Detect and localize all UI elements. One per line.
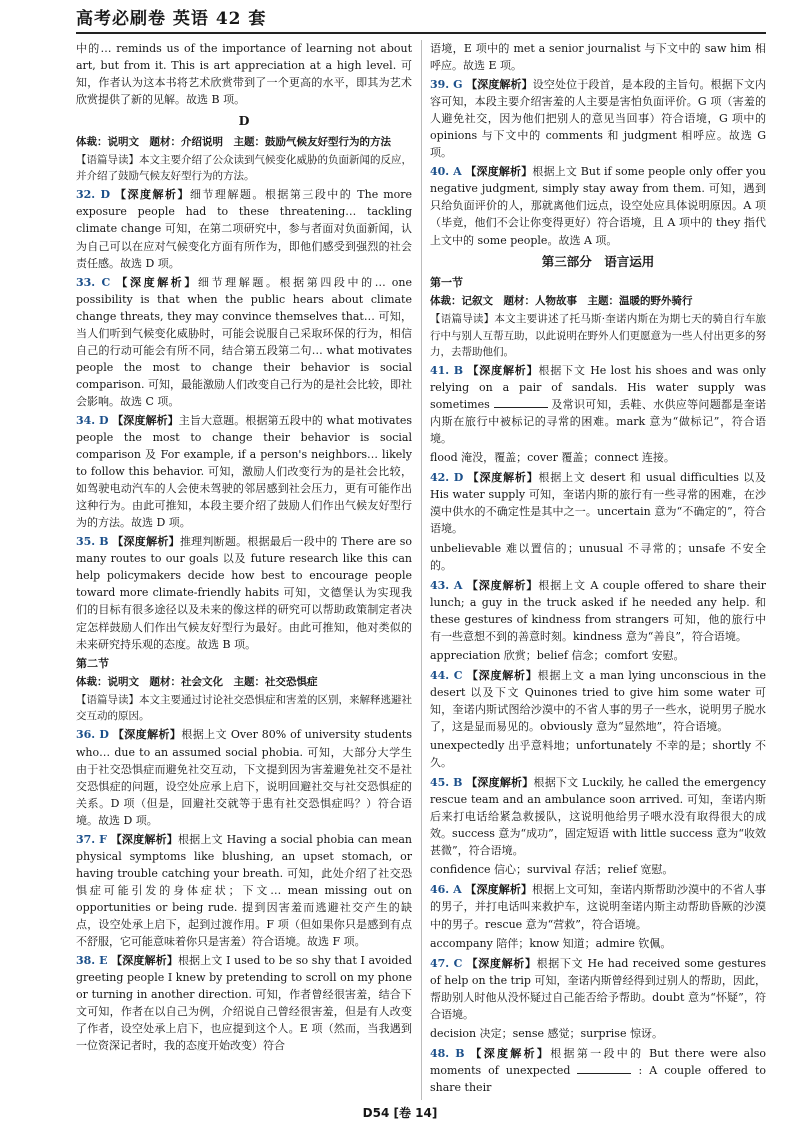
answer-item (430, 577, 766, 645)
explanation-text: 根据上文 Over 80% of university students who… due to an assumed social phobia. 可知，大部分大学生由于社交恐惧症而避免社交互动，下文提到因为害羞避免社交不是社交恐惧症的问题，设空处应承上启下，说明回避社交与社交恐惧症的关系。D 项（但是，回避社交就等于患有社交恐惧症吗？）符合语境。故选 D 项。 (76, 728, 412, 827)
option-glossary: accompany 陪伴；know 知道；admire 钦佩。 (430, 936, 672, 950)
explanation-text: 根据上文 I used to be so shy that I avoided greeting people I knew by pretending to scroll on my phone or turning in another direction. 可知，作者曾经很害羞，结合下文可知，作者在以自己为例，介绍说自己曾经很害羞，但是有人改变了作者，设空处承上启下，也应提到这个人。E 项（然而，当我遇到一位资深记者时，我的态度开始改变）符合 (76, 954, 412, 1053)
passage-meta: 体裁：说明文 题材：社会文化 主题：社交恐惧症 (76, 675, 318, 688)
analysis-tag: 【深度解析】 (116, 275, 198, 289)
passage-guide: 【语篇导读】本文主要通过讨论社交恐惧症和害羞的区别，来解释逃避社交互动的原因。 (76, 693, 412, 723)
analysis-tag: 【深度解析】 (112, 413, 179, 427)
option-glossary: confidence 信心；survival 存活；relief 宽慰。 (430, 863, 674, 877)
answer-item (76, 186, 412, 271)
question-number: 39. G (430, 78, 463, 92)
explanation-text: 根据上文 Having a social phobia can mean physical symptoms like blushing, an upset stomach, or having trouble catching your breath. 可知，此处介绍了社交恐惧症可能引发的身体症状；下文… mean missing out on opportunities or being rude. 提到因害羞而逃避社交产生的缺点，设空处承上启下，起到过渡作用。F 项（但如果你只是感到有点不舒服，它可能意味着你只是害羞）符合语境。故选 F 项。 (76, 832, 412, 949)
answer-item (430, 955, 766, 1023)
analysis-tag: 【深度解析】 (466, 578, 539, 592)
analysis-tag: 【深度解析】 (465, 165, 533, 179)
answer-item (430, 362, 766, 447)
part-title: 第三部分 语言运用 (541, 253, 655, 269)
question-number: 34. D (76, 413, 109, 427)
option-glossary: appreciation 欣赏；belief 信念；comfort 安慰。 (430, 648, 685, 662)
continued-paragraph: 中的… reminds us of the importance of learning not about art, but from it. This is art appreciation at a high level. 可知，作者认为这本书将艺术欣赏带到了一个更高的水平，即其为艺术欣赏提供了新的见解。故选 B 项。 (76, 42, 412, 107)
explanation-text: : A couple offered to share their (430, 1063, 766, 1094)
answer-item (76, 726, 412, 828)
explanation-text: 根据下文 He lost his shoes and was only relying on a pair of sandals. His water supply was sometimes (430, 364, 766, 412)
answer-item (430, 881, 766, 932)
explanation-text: 根据上文 A couple offered to share their lunch; a guy in the truck asked if he needed any help. 和 these gestures of kindness from strangers 可知，他的旅行中有一些意想不到的善意时刻。kindness 意为“善良”，符合语境。 (430, 578, 766, 643)
section-letter: D (238, 113, 250, 129)
option-glossary: decision 决定；sense 感觉；surprise 惊讶。 (430, 1026, 663, 1040)
continued-paragraph: 语境，E 项中的 met a senior journalist 与下文中的 saw him 相呼应。故选 E 项。 (430, 42, 766, 73)
left-column (76, 40, 412, 1100)
book-title: 高考必刷卷 英语 42 套 (76, 9, 267, 29)
analysis-tag: 【深度解析】 (466, 776, 534, 790)
answer-list (430, 76, 766, 248)
explanation-text: 根据上文可知，奎诺内斯帮助沙漠中的不省人事的男子，并打电话叫来救护车，这说明奎诺内斯主动帮助昏厥的沙漠中的男子。rescue 意为“营救”，符合语境。 (430, 883, 766, 931)
question-number: 47. C (430, 956, 463, 970)
answer-blank (577, 1064, 631, 1074)
question-number: 35. B (76, 535, 109, 549)
option-glossary: unbelievable 难以置信的；unusual 不寻常的；unsafe 不安全的。 (430, 541, 766, 572)
passage-guide: 【语篇导读】本文主要讲述了托马斯·奎诺内斯在为期七天的骑自行车旅行中与别人互帮互助，以此说明在野外人们更愿意为一些人付出更多的努力，去帮助他们。 (430, 313, 766, 358)
column-divider (421, 40, 422, 1100)
page-number: D54 [卷 14] (362, 1106, 438, 1120)
explanation-text: 细节理解题。根据第四段中的… one possibility is that when the public hears about climate change threats, they may convince themselves that… 可知，当人们听到气候变化威胁时，可能会说服自己采取环保的行为，相信自己的行动可能会有所不同，结合第五段第二句… what motivates people the most to change their behavior is social comparison. 可知，最能激励人们改变自己行为的是社会比较，即社会影响。故选 C 项。 (76, 275, 412, 408)
passage-meta: 体裁：说明文 题材：介绍说明 主题：鼓励气候友好型行为的方法 (76, 135, 391, 148)
answer-item (76, 533, 412, 652)
explanation-text: 细节理解题。根据第三段中的 The more exposure people had to these threatening… tackling climate change 可知，在第二项研究中，参与者面对负面新闻，认为自己可以在应对气候变化方面有所作为，即他们感受到强烈的社会责任感。故选 D 项。 (76, 188, 412, 270)
answer-item (76, 952, 412, 1054)
answer-item (430, 774, 766, 859)
question-number: 37. F (76, 832, 107, 846)
analysis-tag: 【深度解析】 (465, 883, 533, 897)
question-number: 46. A (430, 883, 462, 897)
explanation-text: 推理判断题。根据最后一段中的 There are so many routes to our goals 以及 future research like this can help policymakers decide how best to encourage people toward more climate-friendly habits 可知，文德堡认为实现我们的目标有很多途径以及未来的像这样的研究可以帮助政策制定者决定怎样鼓励人们作出气候友好型行为最好。由此可推知，他对类似的未来研究持乐观的态度。故选 B 项。 (76, 535, 412, 651)
answer-item (430, 469, 766, 537)
right-column (430, 40, 766, 1100)
section-title: 第二节 (76, 656, 109, 670)
analysis-tag: 【深度解析】 (112, 728, 182, 742)
question-number: 40. A (430, 165, 462, 179)
explanation-text: 根据第一段中的 But there were also moments of unexpected (430, 1046, 766, 1077)
question-number: 36. D (76, 728, 109, 742)
answer-list (76, 186, 412, 652)
explanation-text: 及常识可知，丢鞋、水供应等问题都是奎诺内斯在旅行中被标记的寻常的困难。mark 意为“做标记”，符合语境。 (430, 398, 766, 446)
explanation-text: 设空处位于段首，是本段的主旨句。根据下文内容可知，本段主要介绍害羞的人主要是害怕负面评价。G 项（害羞的人避免社交，因为他们把别人的意见当回事）符合语境，G 项中的 opinions 与下文中的 comments 和 judgment 相呼应。故选 G 项。 (430, 78, 766, 160)
answer-item (430, 667, 766, 735)
option-glossary: flood 淹没，覆盖；cover 覆盖；connect 连接。 (430, 451, 675, 465)
answer-item (76, 274, 412, 410)
explanation-text: 根据上文 desert 和 usual difficulties 以及 His water supply 可知，奎诺内斯的旅行有一些寻常的困难，在沙漠中供水的不确定性是其中之一。uncertain 意为“不确定的”，符合语境。 (430, 471, 766, 536)
question-number: 38. E (76, 954, 108, 968)
answer-item (76, 831, 412, 950)
question-number: 33. C (76, 275, 111, 289)
analysis-tag: 【深度解析】 (110, 832, 179, 846)
question-number: 48. B (430, 1046, 465, 1060)
question-number: 41. B (430, 364, 464, 378)
explanation-text: 根据上文 But if some people only offer you negative judgment, simply stay away from them. 可知，遇到只给负面评价的人，那就离他们远点，设空处应具体说明原因。A 项（毕竟，他们不会让你变得更好）符合语境，且 A 项中的 they 指代上文中的 some people。故选 A 项。 (430, 165, 766, 247)
question-number: 44. C (430, 668, 463, 682)
explanation-text: 根据下文 Luckily, he called the emergency rescue team and an ambulance soon arrived. 可知，奎诺内斯后来打电话给紧急救援队，这说明他给男子喂水没有取得很大的成效。success 意为“成功”，固定短语 with little success 意为“收效甚微”，符合语境。 (430, 776, 766, 858)
explanation-text: 根据下文 He had received some gestures of help on the trip 可知，奎诺内斯曾经得到过别人的帮助，因此，帮助别人时他从没怀疑过自己能否给予帮助。doubt 意为“怀疑”，符合语境。 (430, 956, 766, 1021)
answer-blank (494, 398, 548, 408)
analysis-tag: 【深度解析】 (115, 188, 190, 202)
passage-guide: 【语篇导读】本文主要介绍了公众读到气候变化威胁的负面新闻的反应，并介绍了鼓励气候友好型行为的方法。 (76, 153, 412, 183)
question-number: 45. B (430, 776, 463, 790)
question-number: 43. A (430, 578, 463, 592)
answer-item (76, 412, 412, 531)
explanation-text: 主旨大意题。根据第五段中的 what motivates people the most to change their behavior is social comparison 及 For example, if a person's neighbors… likely to follow this behavior. 可知，激励人们改变行为的是社会比较，如驾驶电动汽车的人会使未驾驶的邻居感到社会压力，更有可能作出这种行为。由此可推知，本段主要介绍了鼓励人们作出气候友好型行为的方法。故选 D 项。 (76, 413, 412, 530)
answer-item (430, 76, 766, 161)
question-number: 32. D (76, 188, 110, 202)
passage-meta: 体裁：记叙文 题材：人物故事 主题：温暖的野外骑行 (430, 294, 693, 307)
answer-item (430, 163, 766, 248)
answer-list (430, 362, 766, 1096)
analysis-tag: 【深度解析】 (467, 471, 539, 485)
question-number: 42. D (430, 471, 464, 485)
analysis-tag: 【深度解析】 (466, 78, 533, 92)
analysis-tag: 【深度解析】 (467, 364, 539, 378)
analysis-tag: 【深度解析】 (470, 1046, 551, 1060)
option-glossary: unexpectedly 出乎意料地；unfortunately 不幸的是；shortly 不久。 (430, 739, 766, 770)
explanation-text: 根据上文 a man lying unconscious in the desert 以及下文 Quinones tried to give him some water 可知，奎诺内斯试图给沙漠中的不省人事的男子一些水，说明男子脱水了，这是显而易见的。obviously 意为“显然地”，符合语境。 (430, 668, 766, 733)
answer-list (76, 726, 412, 1054)
analysis-tag: 【深度解析】 (112, 535, 180, 549)
analysis-tag: 【深度解析】 (466, 956, 537, 970)
answer-item (430, 1045, 766, 1096)
analysis-tag: 【深度解析】 (466, 668, 538, 682)
page-header (76, 0, 766, 34)
section-title: 第一节 (430, 275, 463, 289)
analysis-tag: 【深度解析】 (111, 954, 178, 968)
